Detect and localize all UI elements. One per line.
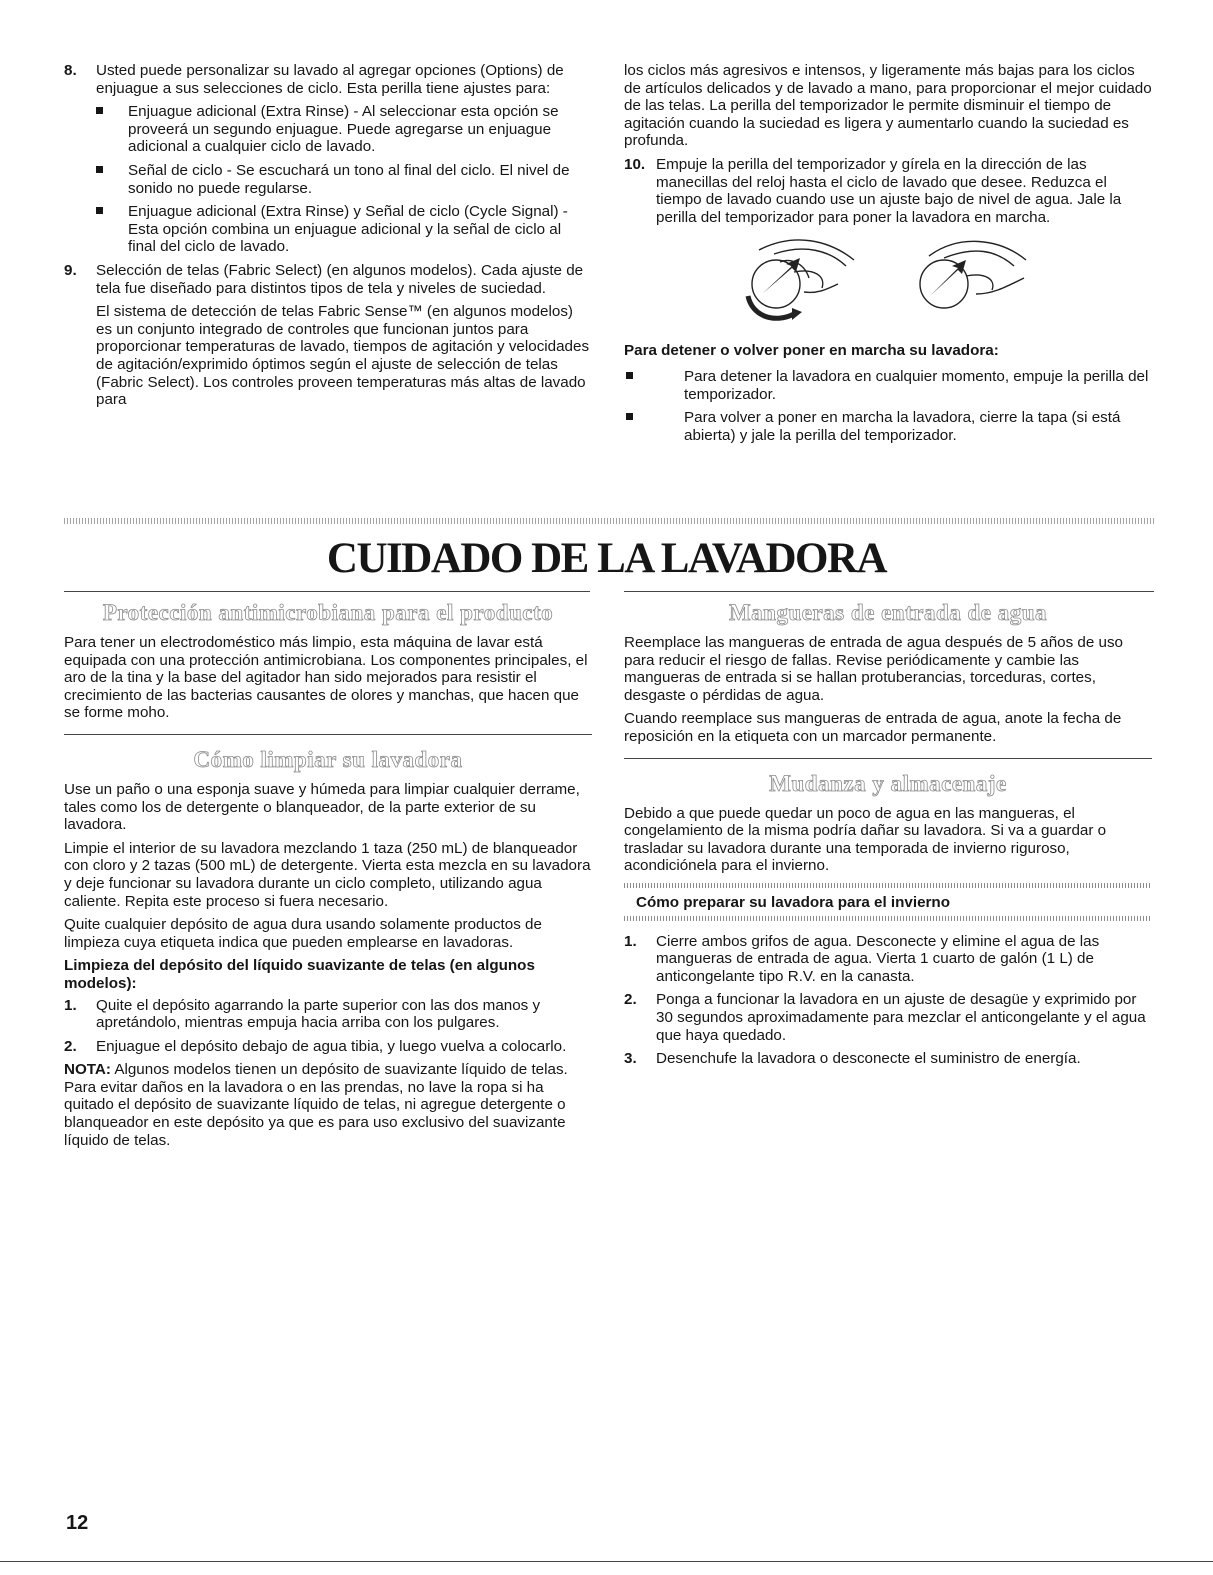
square-bullet-icon — [96, 166, 103, 173]
hand-turning-knob-icon — [734, 232, 1034, 332]
section-heading: Protección antimicrobiana para el producto — [102, 600, 554, 625]
section-heading: Cómo limpiar su lavadora — [193, 746, 463, 772]
top-left-column — [64, 62, 592, 415]
step-text: Quite el depósito agarrando la parte superior con las dos manos y apretándolo, mientras empuja hacia arriba con los pulgares. — [96, 996, 541, 1032]
dotted-divider — [64, 518, 1154, 524]
timer-knob-illustration — [624, 232, 1152, 332]
step-9 — [64, 262, 592, 409]
step-1 — [624, 933, 1152, 986]
bottom-left-column — [64, 598, 592, 1155]
section-rule — [624, 758, 1152, 759]
bullet-item — [624, 368, 1152, 403]
bullet-text: Enjuague adicional (Extra Rinse) y Señal de ciclo (Cycle Signal) - Esta opción combina un enjuague adicional y la señal de ciclo al final del ciclo de lavado. — [128, 203, 568, 256]
step-number: 3. — [624, 1050, 637, 1068]
paragraph: Limpie el interior de su lavadora mezclando 1 taza (250 mL) de blanqueador con cloro y 2 tazas (500 mL) de detergente. Vierta esta mezcla en su lavadora y deje funcionar su lavadora durante un ciclo completo, utilizando agua caliente. Repita este proceso si fuera necesario. — [64, 839, 591, 910]
square-bullet-icon — [96, 107, 103, 114]
square-bullet-icon — [626, 413, 633, 420]
note-label: NOTA: — [64, 1061, 111, 1079]
paragraph: Cuando reemplace sus mangueras de entrada de agua, anote la fecha de reposición en la etiqueta con un marcador permanente. — [624, 710, 1122, 745]
section-rule-right — [624, 591, 1154, 592]
dotted-divider — [624, 916, 1152, 921]
step-2 — [624, 991, 1152, 1044]
section-heading: Mangueras de entrada de agua — [728, 600, 1048, 625]
dotted-divider — [624, 883, 1152, 888]
step-text: Desenchufe la lavadora o desconecte el suministro de energía. — [656, 1050, 1081, 1068]
paragraph: Reemplace las mangueras de entrada de agua después de 5 años de uso para reducir el riesgo de fallas. Revise periódicamente y cambie las mangueras de entrada si se hallan protuberancias, torceduras, cortes, desgaste o pérdidas de agua. — [624, 634, 1124, 704]
step-text-continued: El sistema de detección de telas Fabric Sense™ (en algunos modelos) es un conjunto integrado de controles que funcionan juntos para proporcionar temperaturas de lavado, tiempos de agitación y velocidades de agitación/exprimido óptimos según el ajuste de selección de telas (Fabric Select). Los controles proveen temperaturas más altas de lavado para — [96, 303, 590, 409]
bullet-item — [96, 103, 592, 156]
page-title: CUIDADO DE LA LAVADORA — [326, 535, 887, 582]
step-number: 2. — [624, 991, 637, 1009]
paragraph: Para tener un electrodoméstico más limpio, esta máquina de lavar está equipada con una protección antimicrobiana. Los componentes principales, el aro de la tina y la base del agitador han sido mejorados para resistir el crecimiento de las bacterias causantes de olores y manchas, que hacen que se forme moho. — [64, 634, 588, 722]
stop-restart-heading: Para detener o volver poner en marcha su lavadora: — [624, 342, 999, 360]
step-number: 1. — [624, 932, 637, 950]
square-bullet-icon — [626, 372, 633, 379]
step-number: 8. — [64, 62, 77, 79]
square-bullet-icon — [96, 207, 103, 214]
bottom-right-column — [624, 598, 1152, 1074]
section-rule — [64, 734, 592, 735]
section-rule-left — [64, 591, 590, 592]
step-3 — [624, 1050, 1152, 1068]
subheading: Limpieza del depósito del líquido suavizante de telas (en algunos modelos): — [64, 957, 535, 992]
bullet-item — [96, 203, 592, 256]
top-right-column — [624, 62, 1152, 450]
section-heading: Mudanza y almacenaje — [769, 770, 1007, 796]
page-number: 12 — [66, 1512, 89, 1534]
bullet-item — [624, 409, 1152, 444]
step-text: Empuje la perilla del temporizador y gírela en la dirección de las manecillas del reloj hasta el ciclo de lavado que desee. Reduzca el tiempo de lavado cuando use un ajuste bajo de nivel de agua. Jale la perilla del temporizador para poner la lavadora en marcha. — [656, 155, 1122, 226]
step-2 — [64, 1038, 592, 1056]
note-text: Algunos modelos tienen un depósito de suavizante líquido de telas. Para evitar daños en la lavadora o en las prendas, no lave la ropa si ha quitado el depósito de suavizante líquido de telas, ni agregue detergente o blanqueador en este depósito ya que es para uso exclusivo del suavizante líquido de telas. — [64, 1061, 568, 1149]
continued-paragraph: los ciclos más agresivos e intensos, y ligeramente más bajas para los ciclos de artículos delicados y de lavado a mano, para proporcionar el mejor cuidado de las telas. La perilla del temporizador le permite disminuir el tiempo de agitación cuando la suciedad es ligera y aumentarlo cuando la suciedad es profunda. — [624, 62, 1152, 150]
options-bullet-list — [96, 103, 592, 256]
step-text: Cierre ambos grifos de agua. Desconecte y elimine el agua de las mangueras de entrada de agua. Vierta 1 cuarto de galón (1 L) de anticongelante tipo R.V. en la canasta. — [656, 932, 1100, 985]
step-8 — [64, 62, 592, 256]
step-number: 10. — [624, 155, 646, 173]
step-number: 2. — [64, 1037, 77, 1055]
step-1 — [64, 997, 592, 1032]
note-paragraph — [64, 1061, 592, 1149]
bullet-text: Para volver a poner en marcha la lavadora, cierre la tapa (si está abierta) y jale la perilla del temporizador. — [684, 409, 1121, 444]
step-text: Ponga a funcionar la lavadora en un ajuste de desagüe y exprimido por 30 segundos aproximadamente para mezclar el anticongelante y el agua que haya quedado. — [656, 991, 1146, 1044]
paragraph: Quite cualquier depósito de agua dura usando solamente productos de limpieza cuya etiqueta indica que pueden emplearse en lavadoras. — [64, 916, 542, 951]
bullet-text: Para detener la lavadora en cualquier momento, empuje la perilla del temporizador. — [684, 367, 1149, 403]
paragraph: Debido a que puede quedar un poco de agua en las mangueras, el congelamiento de la misma podría dañar su lavadora. Si va a guardar o trasladar su lavadora durante una temporada de invierno riguroso, acondiciónela para el invierno. — [624, 804, 1107, 875]
step-10 — [624, 156, 1152, 226]
bottom-rule — [0, 1561, 1213, 1562]
step-text: Selección de telas (Fabric Select) (en algunos modelos). Cada ajuste de tela fue diseñado para distintos tipos de tela y niveles de suciedad. — [96, 261, 584, 297]
step-number: 9. — [64, 261, 77, 279]
bullet-text: Enjuague adicional (Extra Rinse) - Al seleccionar esta opción se proveerá un segundo enjuague. Puede agregarse un enjuague adicional a cualquier ciclo de lavado. — [128, 103, 559, 156]
step-text: Usted puede personalizar su lavado al agregar opciones (Options) de enjuague a sus selecciones de ciclo. Esta perilla tiene ajustes para: — [96, 62, 564, 97]
step-text: Enjuague el depósito debajo de agua tibia, y luego vuelva a colocarlo. — [96, 1037, 567, 1055]
paragraph: Use un paño o una esponja suave y húmeda para limpiar cualquier derrame, tales como los de detergente o blanqueador, de la parte exterior de su lavadora. — [64, 780, 580, 834]
step-number: 1. — [64, 996, 77, 1014]
subheading: Cómo preparar su lavadora para el invierno — [636, 893, 950, 911]
stop-bullet-list — [624, 368, 1152, 444]
bullet-text: Señal de ciclo - Se escuchará un tono al final del ciclo. El nivel de sonido no puede regularse. — [128, 161, 570, 197]
bullet-item — [96, 162, 592, 197]
